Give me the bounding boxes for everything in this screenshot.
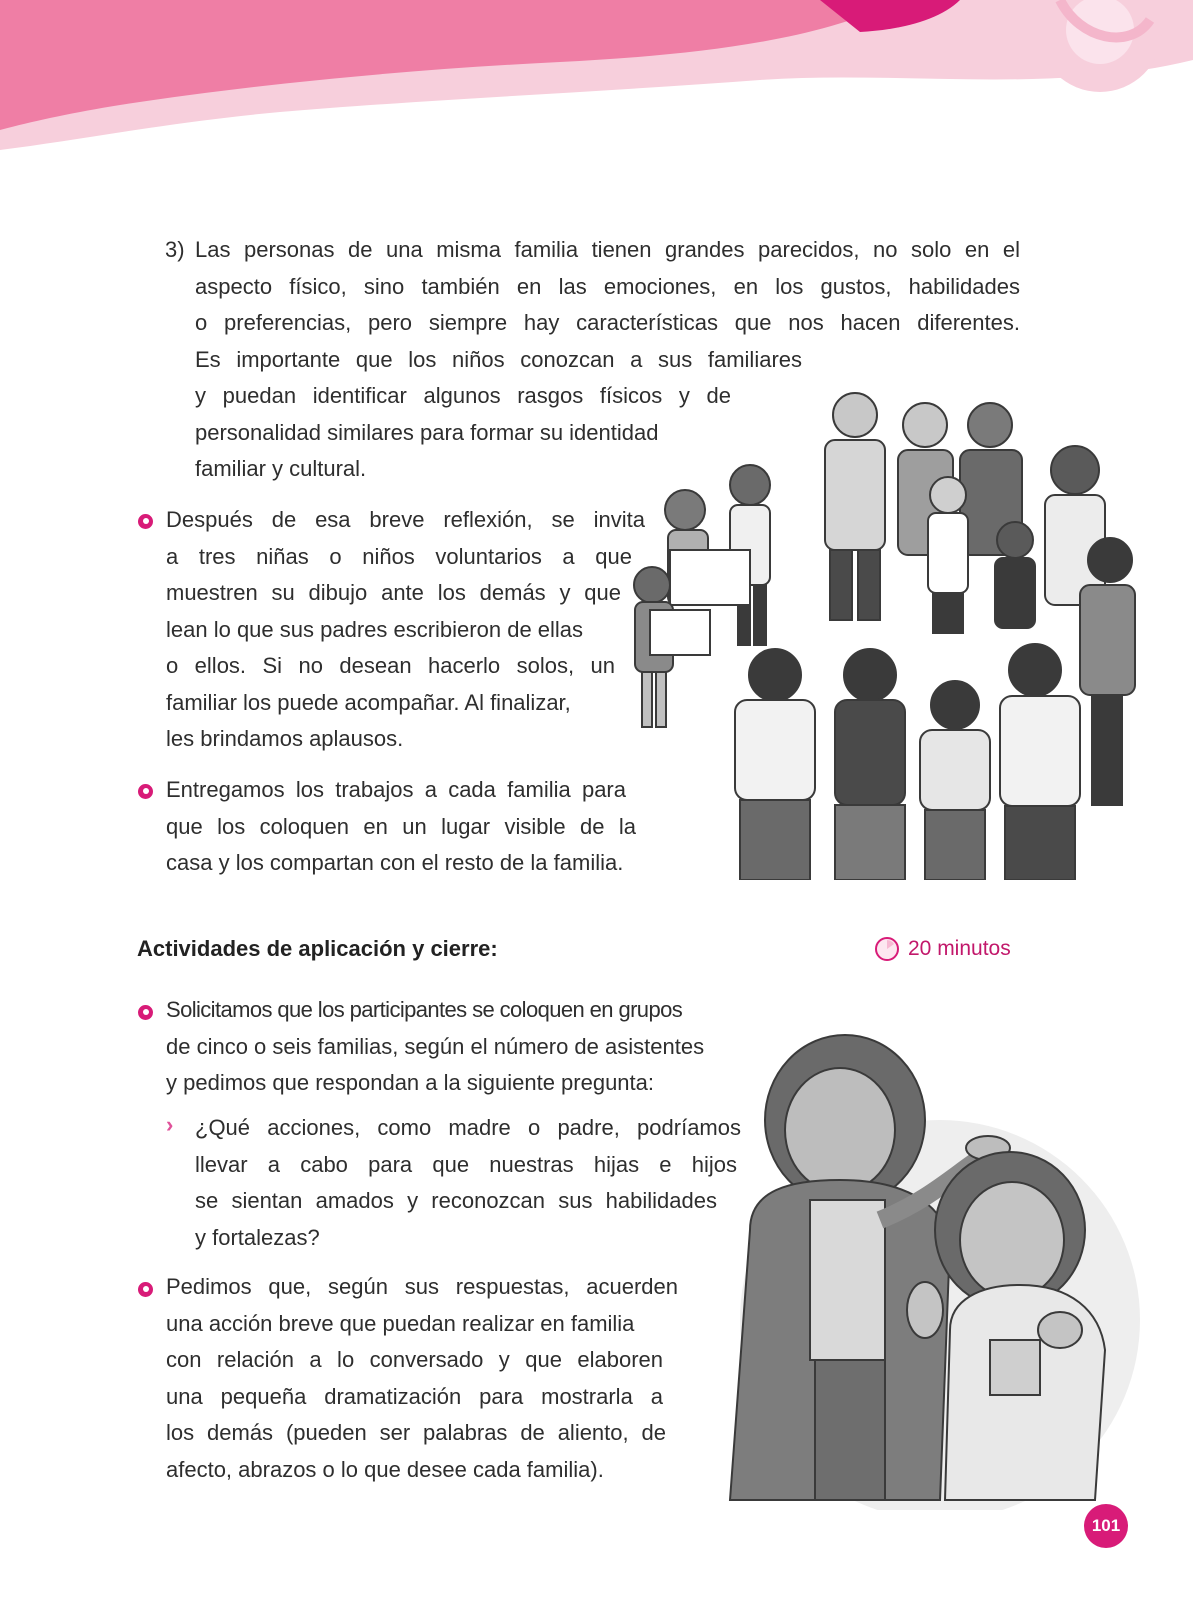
section-title: Actividades de aplicación y cierre:	[137, 936, 498, 961]
text-line: y fortalezas?	[195, 1224, 320, 1250]
text-line: Es importante que los niños conozcan a sus familiares	[195, 346, 802, 372]
text-line: a tres niñas o niños voluntarios a que	[166, 543, 632, 569]
bullet-paragraph-dramatization	[166, 1269, 678, 1488]
text-line: Después de esa breve reflexión, se invita	[166, 507, 645, 532]
text-line: les brindamos aplausos.	[166, 726, 404, 751]
bullet-paragraph-groups	[166, 992, 704, 1102]
text-line: casa y los compartan con el resto de la familia.	[166, 850, 624, 875]
text-line: una pequeña dramatización para mostrarla a	[166, 1383, 663, 1409]
bullet-icon	[138, 1282, 153, 1297]
text-line: lean lo que sus padres escribieron de ellas	[166, 616, 584, 642]
bullet-paragraph-deliver	[166, 772, 636, 882]
header-wave-decoration	[0, 0, 1193, 150]
text-line: o preferencias, pero siempre hay características que nos hacen diferentes.	[195, 310, 1020, 335]
bullet-icon	[138, 514, 153, 529]
bullet-icon	[138, 1005, 153, 1020]
text-line: familiar y cultural.	[195, 456, 367, 481]
duration-indicator	[874, 936, 1011, 962]
chevron-right-icon: ›	[166, 1112, 174, 1137]
text-line: con relación a lo conversado y que elaboren	[166, 1347, 663, 1372]
text-line: muestren su dibujo ante los demás y que	[166, 580, 621, 605]
bullet-icon	[138, 784, 153, 799]
text-line: una acción breve que puedan realizar en familia	[166, 1310, 635, 1336]
bullet-paragraph-volunteers	[166, 502, 645, 758]
text-line: Pedimos que, según sus respuestas, acuerden	[166, 1274, 678, 1299]
group-illustration	[630, 380, 1150, 880]
text-line: aspecto físico, sino también en las emociones, en los gustos, habilidades	[195, 273, 1020, 299]
text-line: los demás (pueden ser palabras de aliento, de	[166, 1420, 666, 1445]
text-line: llevar a cabo para que nuestras hijas e hijos	[195, 1151, 737, 1177]
text-line: y puedan identificar algunos rasgos físicos y de	[195, 383, 731, 408]
text-line: o ellos. Si no desean hacerlo solos, un	[166, 653, 615, 678]
text-line: ¿Qué acciones, como madre o padre, podríamos	[195, 1115, 741, 1140]
text-line: y pedimos que respondan a la siguiente pregunta:	[166, 1070, 655, 1095]
text-line: Entregamos los trabajos a cada familia para	[166, 777, 626, 802]
page-number: 101	[1084, 1504, 1128, 1548]
text-line: se sientan amados y reconozcan sus habilidades	[195, 1188, 717, 1213]
clock-icon	[874, 936, 900, 962]
text-line: Solicitamos que los participantes se coloquen en grupos	[166, 997, 683, 1022]
duration-label: 20 minutos	[908, 937, 1011, 960]
text-line: que los coloquen en un lugar visible de la	[166, 813, 636, 839]
text-line: personalidad similares para formar su identidad	[195, 419, 659, 445]
text-line: Las personas de una misma familia tienen grandes parecidos, no solo en el	[195, 237, 1020, 262]
text-line: de cinco o seis familias, según el número de asistentes	[166, 1033, 705, 1059]
text-line: afecto, abrazos o lo que desee cada familia).	[166, 1456, 604, 1482]
text-line: familiar los puede acompañar. Al finalizar,	[166, 689, 571, 715]
mother-daughter-illustration	[690, 1030, 1170, 1510]
item-number: 3)	[165, 237, 185, 262]
question-paragraph	[195, 1110, 741, 1256]
